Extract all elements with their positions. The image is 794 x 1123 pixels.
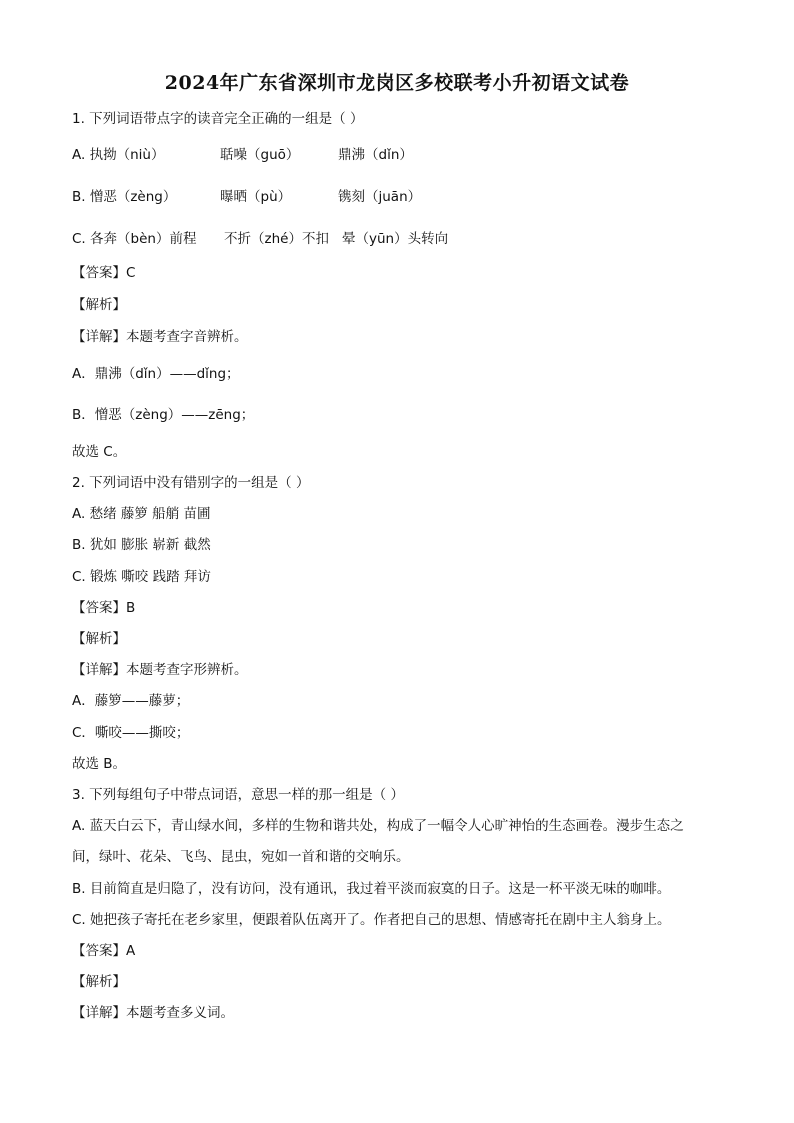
q2-explanation-a: A．藤箩——藤萝； [72,693,190,709]
q2-choose: 故选 B。 [72,756,127,772]
q2-analysis: 【解析】 [72,631,126,647]
q1-option-c-2: 不折（zhé）不扣 [224,231,329,247]
q2-detail: 【详解】本题考查字形辨析。 [72,662,248,678]
q1-explanation-a: A．鼎沸（dǐn）——dǐng； [72,366,240,382]
q3-option-a-line2: 间，绿叶、花朵、飞鸟、昆虫，宛如一首和谐的交响乐。 [72,849,410,865]
q2-option-a: A. 愁绪 藤箩 船艄 苗圃 [72,506,211,522]
q3-answer: 【答案】A [72,943,136,959]
q1-option-a-2: 聒噪（guō） [220,147,300,163]
q1-option-a-1: A. 执拗（niù） [72,147,165,163]
q2-answer: 【答案】B [72,600,136,616]
q1-option-b-2: 曝晒（pù） [220,189,292,205]
q3-option-a-line1: A. 蓝天白云下，青山绿水间，多样的生物和谐共处，构成了一幅令人心旷神怡的生态画卷。漫步生态之 [72,818,684,834]
q1-option-a-3: 鼎沸（dǐn） [338,147,413,163]
q3-stem: 3. 下列每组句子中带点词语，意思一样的那一组是（ ） [72,787,404,803]
q1-explanation-b: B．憎恶（zèng）——zēng； [72,407,255,423]
q1-analysis: 【解析】 [72,297,126,313]
q2-option-b: B. 犹如 膨胀 崭新 截然 [72,537,211,553]
q3-option-c: C. 她把孩子寄托在老乡家里，便跟着队伍离开了。作者把自己的思想、情感寄托在剧中主人翁身上。 [72,912,671,928]
q1-detail: 【详解】本题考查字音辨析。 [72,329,248,345]
q3-detail: 【详解】本题考查多义词。 [72,1005,234,1021]
q1-option-b [72,187,421,207]
q1-option-c-3: 晕（yūn）头转向 [342,231,449,247]
q1-answer: 【答案】C [72,265,136,281]
q2-stem: 2. 下列词语中没有错别字的一组是（ ） [72,475,310,491]
page-title: 2024年广东省深圳市龙岗区多校联考小升初语文试卷 [164,72,630,94]
q2-explanation-c: C．嘶咬——撕咬； [72,725,190,741]
q1-choose: 故选 C。 [72,444,127,460]
q1-option-a [72,145,413,165]
q2-option-c: C. 锻炼 嘶咬 践踏 拜访 [72,569,211,585]
q1-option-c [72,229,448,249]
q1-stem: 1. 下列词语带点字的读音完全正确的一组是（ ） [72,111,364,127]
q1-option-b-1: B. 憎恶（zèng） [72,189,177,205]
q3-option-b: B. 目前简直是归隐了，没有访问，没有通讯，我过着平淡而寂寞的日子。这是一杯平淡无味的咖啡。 [72,881,671,897]
q1-option-c-1: C. 各奔（bèn）前程 [72,231,197,247]
q1-option-b-3: 镌刻（juān） [338,189,422,205]
q3-analysis: 【解析】 [72,974,126,990]
